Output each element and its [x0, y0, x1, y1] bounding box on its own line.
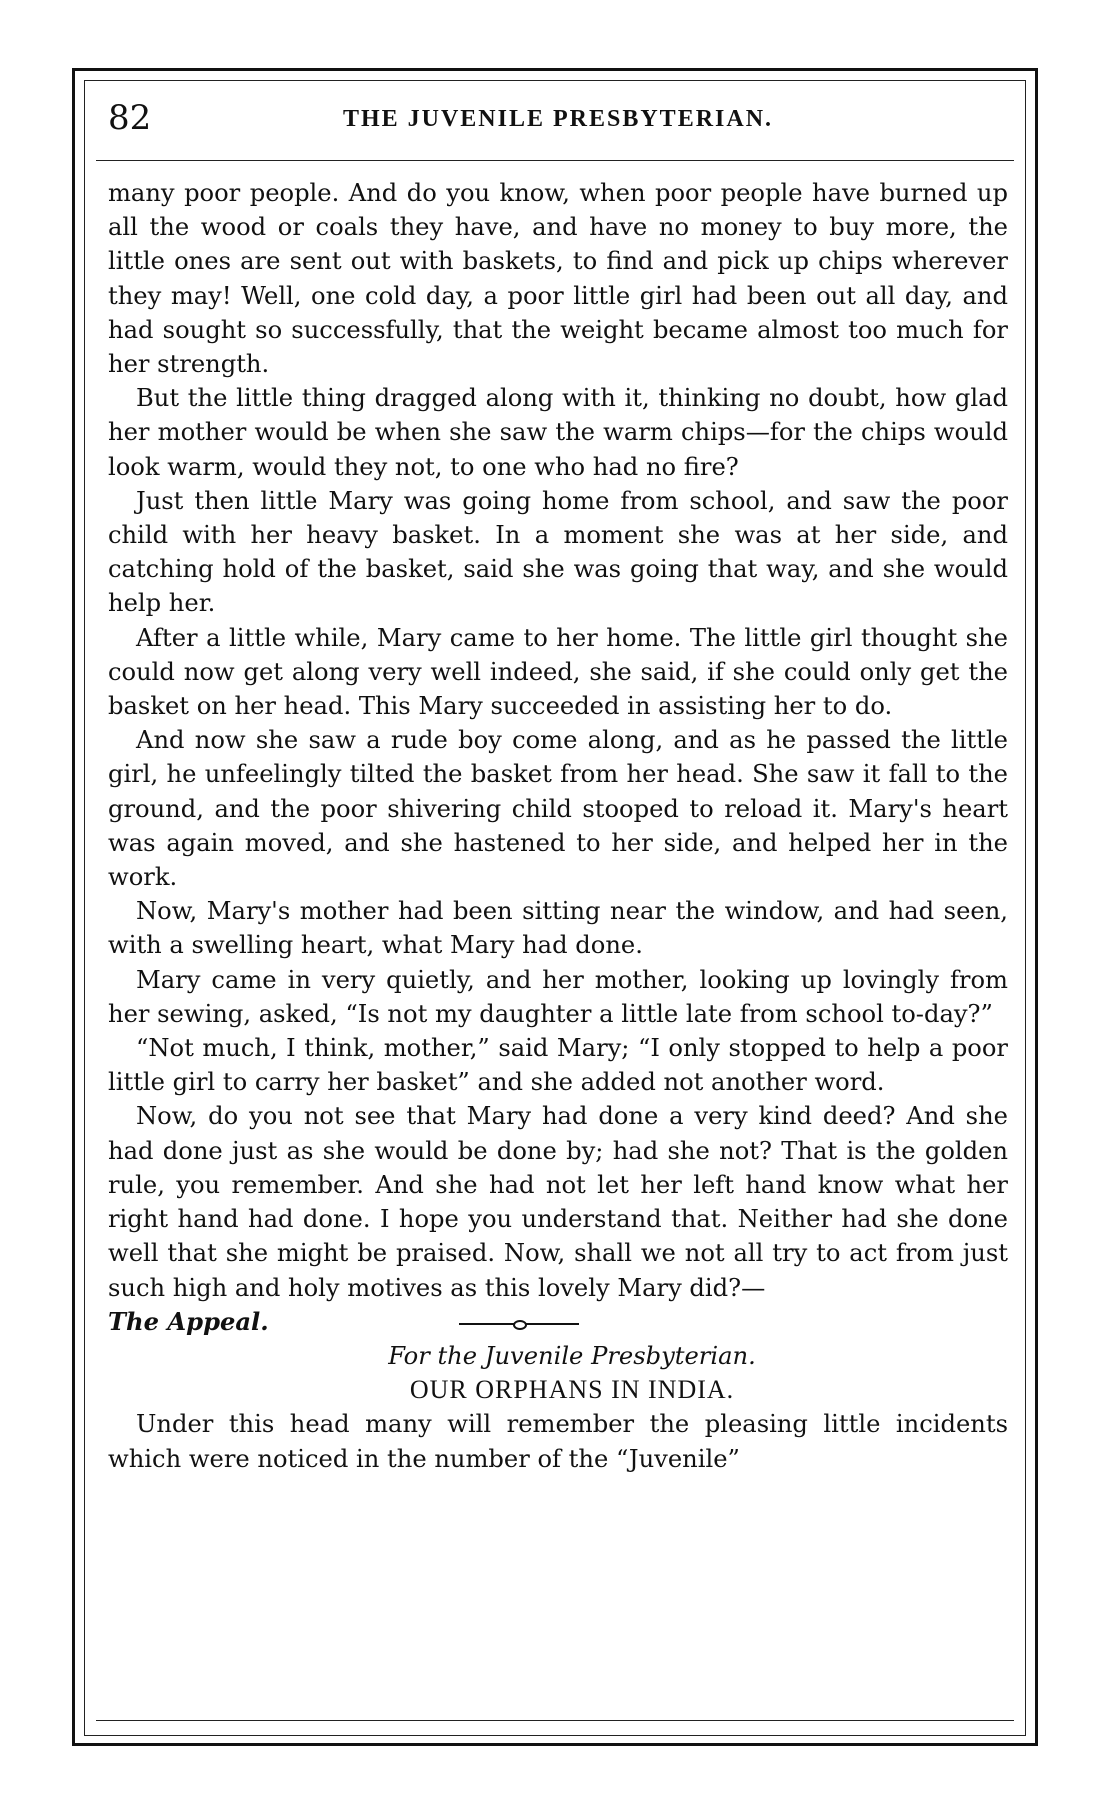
- attribution-line: [108, 1305, 1008, 1339]
- footer-rule: [96, 1720, 1014, 1721]
- paragraph-8: “Not much, I think, mother,” said Mary; “I only stopped to help a poor little girl to carry her basket” and she added not another word.: [108, 1034, 1008, 1097]
- attribution: The Appeal.: [108, 1306, 269, 1336]
- article-heading: OUR ORPHANS IN INDIA.: [409, 1375, 735, 1405]
- journal-title: THE JUVENILE PRESBYTERIAN.: [342, 106, 774, 132]
- paragraph-1: many poor people. And do you know, when poor people have burned up all the wood or coals they have, and have no money to buy more, the little ones are sent out with baskets, to find and pick up chips wherever they may! Well, one cold day, a poor little girl had been out all day, and had sought so successfully, that the weight became almost too much for her strength.: [108, 179, 1008, 379]
- paragraph-next: Under this head many will remember the pleasing little incidents which were noticed in the number of the “Juvenile”: [108, 1410, 1008, 1473]
- paragraph-2: But the little thing dragged along with it, thinking no doubt, how glad her mother would be when she saw the warm chips—for the chips would look warm, would they not, to one who had no fire?: [108, 384, 1008, 481]
- page-number: 82: [108, 98, 152, 138]
- paragraph-3: Just then little Mary was going home from school, and saw the poor child with her heavy basket. In a moment she was at her side, and catching hold of the basket, said she was going that way, and she would help her.: [108, 486, 1008, 618]
- paragraph-6: Now, Mary's mother had been sitting near the window, and had seen, with a swelling heart, what Mary had done.: [108, 897, 1008, 960]
- section-divider: [459, 1323, 579, 1325]
- paragraph-5: And now she saw a rude boy come along, and as he passed the little girl, he unfeelingly tilted the basket from her head. She saw it fall to the ground, and the poor shivering child stooped to reload it. Mary's heart was again moved, and she hastened to her side, and helped her in the work.: [108, 726, 1008, 892]
- byline: For the Juvenile Presbyterian.: [388, 1341, 756, 1370]
- running-head: [108, 98, 1008, 148]
- article-body: [108, 176, 1008, 1476]
- paragraph-9: Now, do you not see that Mary had done a very kind deed? And she had done just as she would be done by; had she not? That is the golden rule, you remember. And she had not let her left hand know what her right hand had done. I hope you understand that. Neither had she done well that she might be praised. Now, shall we not all try to act from just such high and holy motives as this lovely Mary did?—: [108, 1102, 1008, 1302]
- paragraph-4: After a little while, Mary came to her home. The little girl thought she could now get along very well indeed, she said, if she could only get the basket on her head. This Mary succeeded in assisting her to do.: [108, 623, 1008, 721]
- header-rule: [96, 160, 1014, 161]
- paragraph-7: Mary came in very quietly, and her mother, looking up lovingly from her sewing, asked, “Is not my daughter a little late from school to-day?”: [108, 965, 1008, 1028]
